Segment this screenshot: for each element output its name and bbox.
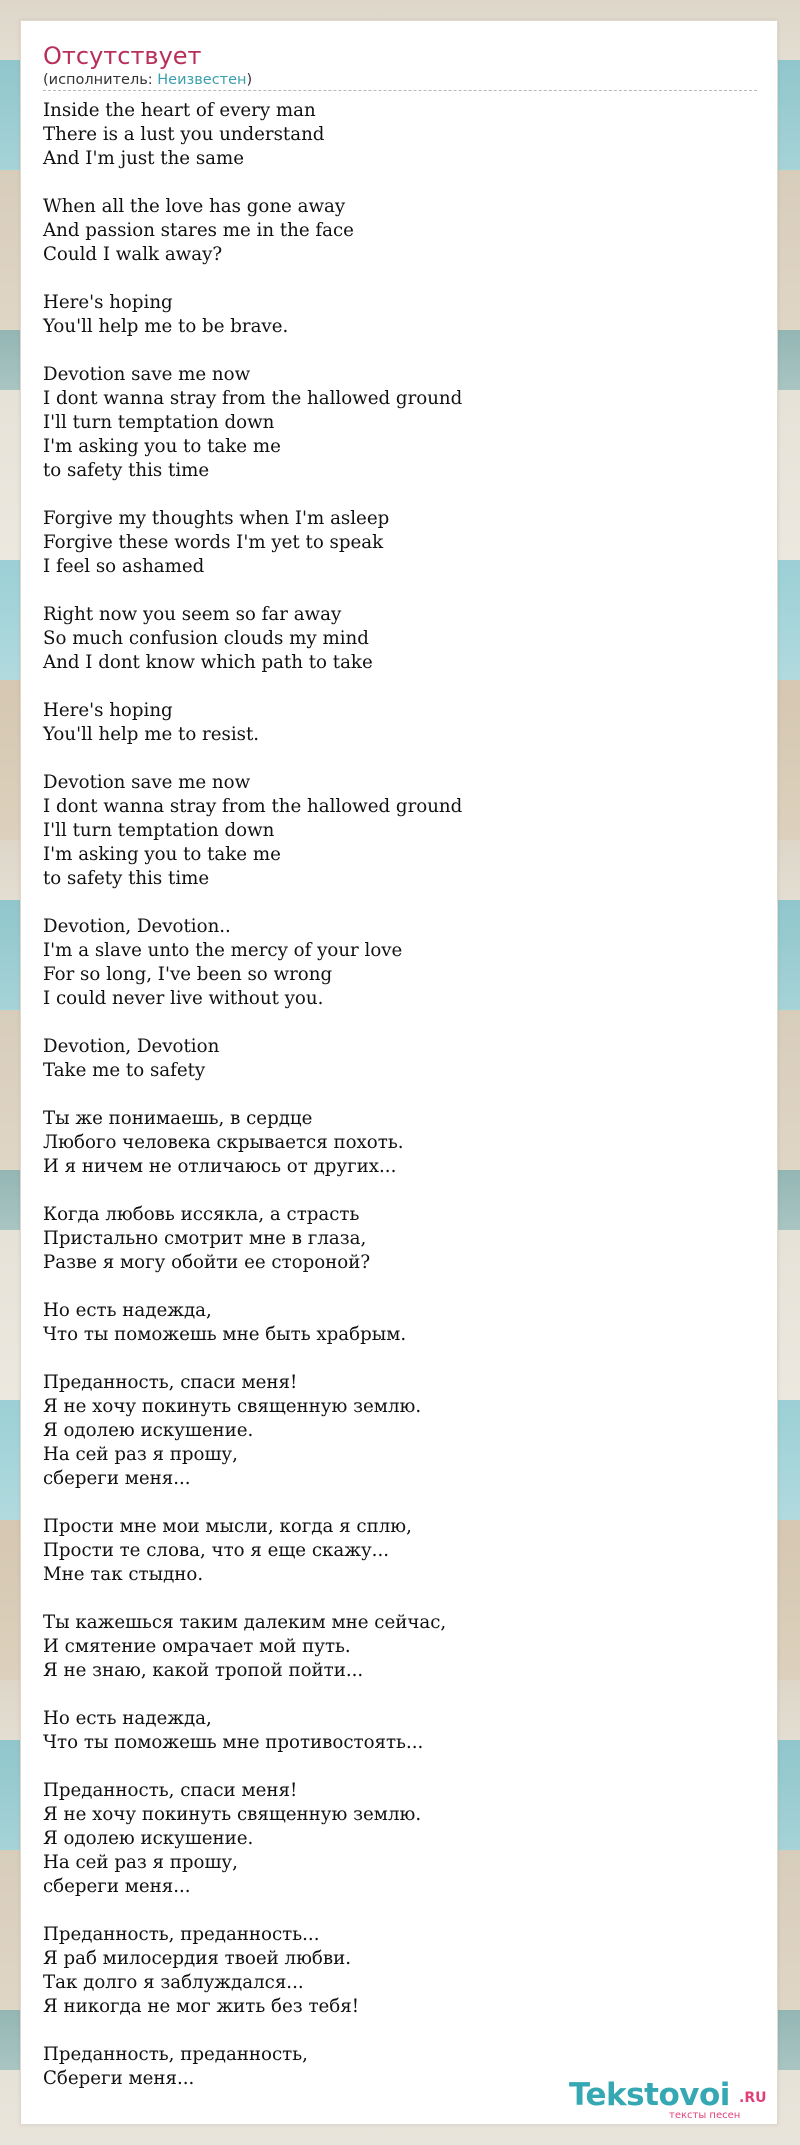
lyrics-line: Here's hoping xyxy=(43,292,173,313)
lyrics-line: Devotion save me now xyxy=(43,364,251,385)
lyrics-stanza xyxy=(43,1107,757,1179)
lyrics-stanza xyxy=(43,1923,757,2019)
lyrics-stanza xyxy=(43,1515,757,1587)
lyrics-line: Devotion, Devotion.. xyxy=(43,916,231,937)
lyrics-stanza xyxy=(43,1611,757,1683)
lyrics-stanza xyxy=(43,771,757,891)
logo-wordmark: Tekstovoi xyxy=(569,2077,730,2113)
lyrics-line: And I dont know which path to take xyxy=(43,652,373,673)
artist-prefix: (исполнитель: xyxy=(43,72,158,88)
lyrics-line: На сей раз я прошу, xyxy=(43,1444,238,1465)
lyrics-card xyxy=(20,20,778,2125)
lyrics-stanza xyxy=(43,363,757,483)
lyrics-line: Что ты поможешь мне быть храбрым. xyxy=(43,1324,407,1345)
lyrics-line: Devotion save me now xyxy=(43,772,251,793)
lyrics-line: Когда любовь иссякла, а страсть xyxy=(43,1204,360,1225)
lyrics-line: You'll help me to resist. xyxy=(43,724,260,745)
lyrics-stanza xyxy=(43,1299,757,1347)
lyrics-line: Любого человека скрывается похоть. xyxy=(43,1132,404,1153)
lyrics-line: Я одолею искушение. xyxy=(43,1828,254,1849)
lyrics-line: I dont wanna stray from the hallowed ground xyxy=(43,796,463,817)
lyrics-line: I'm a slave unto the mercy of your love xyxy=(43,940,403,961)
lyrics-line: Right now you seem so far away xyxy=(43,604,342,625)
logo-tagline: тексты песен xyxy=(669,2110,741,2121)
lyrics-line: Could I walk away? xyxy=(43,244,223,265)
lyrics-stanza xyxy=(43,1707,757,1755)
lyrics-line: Я одолею искушение. xyxy=(43,1420,254,1441)
artist-link[interactable]: Неизвестен xyxy=(157,72,247,88)
lyrics-line: I'll turn temptation down xyxy=(43,412,275,433)
lyrics-line: Here's hoping xyxy=(43,700,173,721)
lyrics-line: Преданность, спаси меня! xyxy=(43,1372,298,1393)
lyrics-line: И смятение омрачает мой путь. xyxy=(43,1636,351,1657)
lyrics-line: Я не хочу покинуть священную землю. xyxy=(43,1804,422,1825)
lyrics-line: И я ничем не отличаюсь от других... xyxy=(43,1156,397,1177)
lyrics-line: For so long, I've been so wrong xyxy=(43,964,333,985)
lyrics-line: сбереги меня... xyxy=(43,1876,191,1897)
song-title: Отсутствует xyxy=(43,42,202,70)
lyrics-line: Разве я могу обойти ее стороной? xyxy=(43,1252,371,1273)
lyrics-line: Я раб милосердия твоей любви. xyxy=(43,1948,352,1969)
lyrics-line: Devotion, Devotion xyxy=(43,1036,220,1057)
lyrics-stanza xyxy=(43,915,757,1011)
lyrics-line: You'll help me to be brave. xyxy=(43,316,289,337)
lyrics-stanza xyxy=(43,507,757,579)
lyrics-line: When all the love has gone away xyxy=(43,196,346,217)
lyrics-line: Преданность, преданность... xyxy=(43,1924,320,1945)
lyrics-line: Преданность, спаси меня! xyxy=(43,1780,298,1801)
lyrics-stanza xyxy=(43,699,757,747)
lyrics-stanza xyxy=(43,291,757,339)
lyrics-line: Но есть надежда, xyxy=(43,1300,212,1321)
lyrics-line: Take me to safety xyxy=(43,1060,206,1081)
lyrics-line: I feel so ashamed xyxy=(43,556,205,577)
lyrics-line: I'm asking you to take me xyxy=(43,844,281,865)
lyrics-line: There is a lust you understand xyxy=(43,124,325,145)
lyrics-line: Ты кажешься таким далеким мне сейчас, xyxy=(43,1612,447,1633)
lyrics-stanza xyxy=(43,1779,757,1899)
lyrics-line: Я никогда не мог жить без тебя! xyxy=(43,1996,360,2017)
lyrics-line: I could never live without you. xyxy=(43,988,324,1009)
lyrics-line: Forgive my thoughts when I'm asleep xyxy=(43,508,390,529)
lyrics-line: Прости мне мои мысли, когда я сплю, xyxy=(43,1516,412,1537)
lyrics-line: And passion stares me in the face xyxy=(43,220,354,241)
lyrics-line: to safety this time xyxy=(43,460,210,481)
lyrics-stanza xyxy=(43,99,757,171)
logo-domain: .RU xyxy=(739,2090,767,2106)
lyrics-stanza xyxy=(43,1203,757,1275)
lyrics-line: Прости те слова, что я еще скажу... xyxy=(43,1540,390,1561)
lyrics-line: Сбереги меня... xyxy=(43,2068,195,2089)
lyrics-line: Ты же понимаешь, в сердце xyxy=(43,1108,313,1129)
lyrics-line: Мне так стыдно. xyxy=(43,1564,204,1585)
lyrics-line: And I'm just the same xyxy=(43,148,245,169)
lyrics-stanza xyxy=(43,195,757,267)
lyrics-line: Так долго я заблуждался... xyxy=(43,1972,304,1993)
lyrics-line: I'll turn temptation down xyxy=(43,820,275,841)
site-logo[interactable] xyxy=(569,2077,769,2121)
lyrics-line: Forgive these words I'm yet to speak xyxy=(43,532,384,553)
lyrics-text xyxy=(43,99,757,2115)
lyrics-line: сбереги меня... xyxy=(43,1468,191,1489)
lyrics-line: I dont wanna stray from the hallowed ground xyxy=(43,388,463,409)
lyrics-line: to safety this time xyxy=(43,868,210,889)
lyrics-line: So much confusion clouds my mind xyxy=(43,628,369,649)
lyrics-line: Inside the heart of every man xyxy=(43,100,316,121)
lyrics-line: Пристально смотрит мне в глаза, xyxy=(43,1228,367,1249)
lyrics-stanza xyxy=(43,1371,757,1491)
lyrics-line: Я не знаю, какой тропой пойти... xyxy=(43,1660,364,1681)
lyrics-line: Что ты поможешь мне противостоять... xyxy=(43,1732,424,1753)
lyrics-line: Преданность, преданность, xyxy=(43,2044,308,2065)
lyrics-line: Но есть надежда, xyxy=(43,1708,212,1729)
lyrics-line: I'm asking you to take me xyxy=(43,436,281,457)
artist-suffix: ) xyxy=(246,72,253,88)
lyrics-line: На сей раз я прошу, xyxy=(43,1852,238,1873)
artist-line xyxy=(43,71,757,91)
lyrics-stanza xyxy=(43,1035,757,1083)
lyrics-line: Я не хочу покинуть священную землю. xyxy=(43,1396,422,1417)
lyrics-stanza xyxy=(43,603,757,675)
